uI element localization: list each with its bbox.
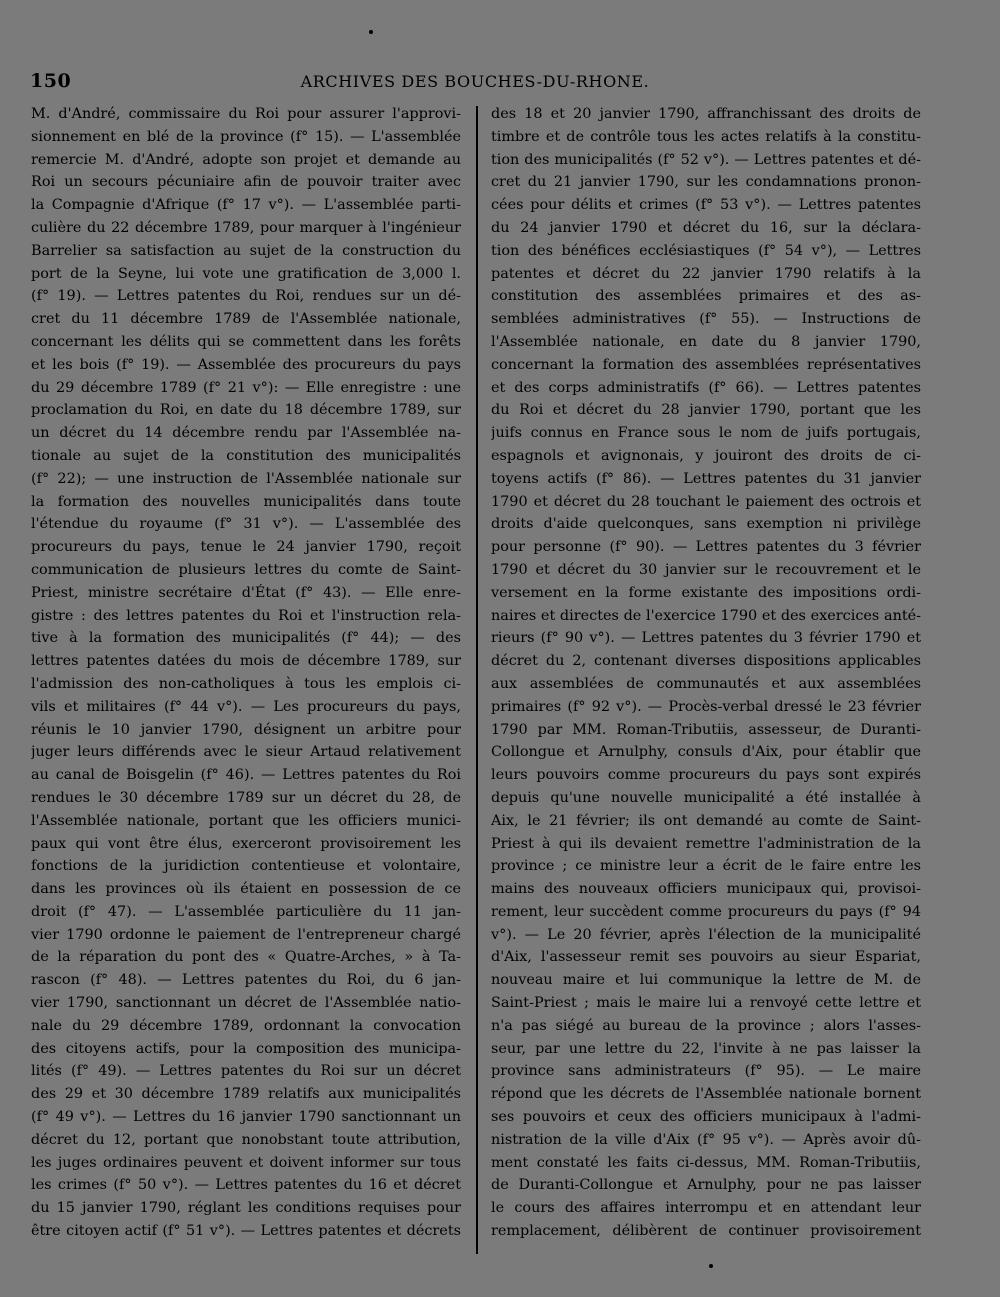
text-line: Priest à qui ils devaient remettre l'administration de la xyxy=(491,835,921,852)
text-line: mains des nouveaux officiers municipaux qui, provisoi- xyxy=(491,881,921,898)
text-line: Barrelier sa satisfaction au sujet de la construction du xyxy=(31,242,461,259)
text-line: droit (f° 47). — L'assemblée particulière du 11 jan- xyxy=(31,903,461,920)
text-line: l'admission des non-catholiques à tous les emplois ci- xyxy=(31,675,461,692)
text-line: des 29 et 30 décembre 1789 relatifs aux municipalités xyxy=(31,1086,461,1103)
text-line: les crimes (f° 50 v°). — Lettres patentes du 16 et décret xyxy=(31,1177,461,1194)
text-line: l'étendue du royaume (f° 31 v°). — L'assemblée des xyxy=(31,516,461,533)
text-line: sionnement en blé de la province (f° 15). — L'assemblée xyxy=(31,128,461,145)
text-line: nouveau maire et lui communique la lettre de M. de xyxy=(491,972,921,989)
text-line: (f° 19). — Lettres patentes du Roi, rendues sur un dé- xyxy=(31,288,461,305)
text-line: patentes et décret du 22 janvier 1790 relatifs à la xyxy=(491,265,921,282)
text-line: rement, leur succèdent comme procureurs du pays (f° 94 xyxy=(491,903,921,920)
text-line: tion des municipalités (f° 52 v°). — Lettres patentes et dé- xyxy=(491,151,921,168)
text-line: au canal de Boisgelin (f° 46). — Lettres patentes du Roi xyxy=(31,767,461,784)
right-text-column xyxy=(491,103,921,1243)
text-line: du Roi et décret du 28 janvier 1790, portant que les xyxy=(491,402,921,419)
text-line: vils et militaires (f° 44 v°). — Les procureurs du pays, xyxy=(31,698,461,715)
text-line: province ; ce ministre leur a écrit de le faire entre les xyxy=(491,858,921,875)
text-line: décret du 2, contenant diverses dispositions applicables xyxy=(491,653,921,670)
text-line: lettres patentes datées du mois de décembre 1789, sur xyxy=(31,653,461,670)
text-line: rieurs (f° 90 v°). — Lettres patentes du 3 février 1790 et xyxy=(491,630,921,647)
page-number: 150 xyxy=(30,70,72,92)
text-line: la formation des nouvelles municipalités dans toute xyxy=(31,493,461,510)
text-line: l'Assemblée nationale, portant que les officiers munici- xyxy=(31,812,461,829)
text-line: aux assemblées de communautés et aux assemblées xyxy=(491,675,921,692)
text-line: du 15 janvier 1790, réglant les conditions requises pour xyxy=(31,1200,461,1217)
text-line: 1790 par MM. Roman-Tributiis, assesseur, de Duranti- xyxy=(491,721,921,738)
text-line: ses pouvoirs et ceux des officiers municipaux à l'admi- xyxy=(491,1109,921,1126)
text-line: des citoyens actifs, pour la composition des municipa- xyxy=(31,1040,461,1057)
text-line: tionale au sujet de la constitution des municipalités xyxy=(31,447,461,464)
text-line: et des corps administratifs (f° 66). — Lettres patentes xyxy=(491,379,921,396)
text-line: vier 1790 ordonne le paiement de l'entrepreneur chargé xyxy=(31,926,461,943)
text-line: la Compagnie d'Afrique (f° 17 v°). — L'assemblée parti- xyxy=(31,197,461,214)
text-line: proclamation du Roi, en date du 18 décembre 1789, sur xyxy=(31,402,461,419)
text-line: concernant les délits qui se commettent dans les forêts xyxy=(31,333,461,350)
text-line: juifs connus en France sous le nom de juifs portugais, xyxy=(491,425,921,442)
text-line: Collongue et Arnulphy, consuls d'Aix, pour établir que xyxy=(491,744,921,761)
text-line: remercie M. d'André, adopte son projet et demande au xyxy=(31,151,461,168)
text-line: vier 1790, sanctionnant un décret de l'Assemblée natio- xyxy=(31,995,461,1012)
text-line: Priest, ministre secrétaire d'État (f° 43). — Elle enre- xyxy=(31,584,461,601)
text-line: concernant la formation des assemblées représentatives xyxy=(491,356,921,373)
text-line: remplacement, délibèrent de continuer provisoirement xyxy=(491,1223,921,1240)
text-line: pour personne (f° 90). — Lettres patentes du 3 février xyxy=(491,539,921,556)
text-line: toyens actifs (f° 86). — Lettres patentes du 31 janvier xyxy=(491,470,921,487)
text-line: gistre : des lettres patentes du Roi et l'instruction rela- xyxy=(31,607,461,624)
text-line: rendues le 30 décembre 1789 sur un décret du 28, de xyxy=(31,789,461,806)
text-line: province sans administrateurs (f° 95). — Le maire xyxy=(491,1063,921,1080)
text-line: et les bois (f° 19). — Assemblée des procureurs du pays xyxy=(31,356,461,373)
running-title: ARCHIVES DES BOUCHES-DU-RHONE. xyxy=(300,72,650,91)
text-line: ment constaté les faits ci-dessus, MM. Roman-Tributiis, xyxy=(491,1154,921,1171)
text-line: l'Assemblée nationale, en date du 8 janvier 1790, xyxy=(491,333,921,350)
text-line: culière du 22 décembre 1789, pour marquer à l'ingénieur xyxy=(31,219,461,236)
text-line: de la réparation du pont des « Quatre-Arches, » à Ta- xyxy=(31,949,461,966)
text-line: des 18 et 20 janvier 1790, affranchissant des droits de xyxy=(491,106,921,122)
text-line: droits d'aide quelconques, sans exemption ni privilège xyxy=(491,516,921,533)
text-line: (f° 22); — une instruction de l'Assemblée nationale sur xyxy=(31,470,461,487)
text-line: du 24 janvier 1790 et décret du 16, sur la déclara- xyxy=(491,219,921,236)
text-line: les juges ordinaires peuvent et doivent informer sur tous xyxy=(31,1154,461,1171)
text-line: depuis qu'une nouvelle municipalité a été installée à xyxy=(491,789,921,806)
text-line: juger leurs différends avec le sieur Artaud relativement xyxy=(31,744,461,761)
left-text-column xyxy=(31,103,461,1243)
column-divider xyxy=(476,106,478,1254)
text-line: être citoyen actif (f° 51 v°). — Lettres patentes et décrets xyxy=(31,1223,461,1240)
text-line: communication de plusieurs lettres du comte de Saint- xyxy=(31,561,461,578)
text-line: constitution des assemblées primaires et des as- xyxy=(491,288,921,305)
text-line: semblées administratives (f° 55). — Instructions de xyxy=(491,311,921,328)
text-line: répond que les décrets de l'Assemblée nationale bornent xyxy=(491,1086,921,1103)
text-line: réunis le 10 janvier 1790, désignent un arbitre pour xyxy=(31,721,461,738)
text-line: un décret du 14 décembre rendu par l'Assemblée na- xyxy=(31,425,461,442)
text-line: leurs pouvoirs comme procureurs du pays sont expirés xyxy=(491,767,921,784)
text-line: Roi un secours pécuniaire afin de pouvoir traiter avec xyxy=(31,174,461,191)
text-line: 1790 et décret du 30 janvier sur le recouvrement et le xyxy=(491,561,921,578)
text-line: Saint-Priest ; mais le maire lui a renvoyé cette lettre et xyxy=(491,995,921,1012)
text-line: versement en la forme existante des impositions ordi- xyxy=(491,584,921,601)
text-line: n'a pas siégé au bureau de la province ; alors l'asses- xyxy=(491,1017,921,1034)
text-line: cret du 11 décembre 1789 de l'Assemblée nationale, xyxy=(31,311,461,328)
text-line: de Duranti-Collongue et Arnulphy, pour ne pas laisser xyxy=(491,1177,921,1194)
ink-speck-top xyxy=(369,30,373,34)
text-line: seur, par une lettre du 22, l'invite à ne pas laisser la xyxy=(491,1040,921,1057)
text-line: rascon (f° 48). — Lettres patentes du Roi, du 6 jan- xyxy=(31,972,461,989)
text-line: tive à la formation des municipalités (f° 44); — des xyxy=(31,630,461,647)
text-line: naires et directes de l'exercice 1790 et des exercices anté- xyxy=(491,607,921,624)
text-line: dans les provinces où ils étaient en possession de ce xyxy=(31,881,461,898)
text-line: primaires (f° 92 v°). — Procès-verbal dressé le 23 février xyxy=(491,698,921,715)
page-header xyxy=(30,70,920,100)
text-line: tion des bénéfices ecclésiastiques (f° 54 v°), — Lettres xyxy=(491,242,921,259)
text-line: timbre et de contrôle tous les actes relatifs à la constitu- xyxy=(491,128,921,145)
text-line: espagnols et avignonais, y jouiront des droits de ci- xyxy=(491,447,921,464)
text-line: fonctions de la juridiction contentieuse et volontaire, xyxy=(31,858,461,875)
text-line: cées pour délits et crimes (f° 53 v°). — Lettres patentes xyxy=(491,197,921,214)
text-line: nale du 29 décembre 1789, ordonnant la convocation xyxy=(31,1017,461,1034)
text-line: le cours des affaires interrompu et en attendant leur xyxy=(491,1200,921,1217)
text-line: v°). — Le 20 février, après l'élection de la municipalité xyxy=(491,926,921,943)
text-line: port de la Seyne, lui vote une gratification de 3,000 l. xyxy=(31,265,461,282)
text-line: (f° 49 v°). — Lettres du 16 janvier 1790 sanctionnant un xyxy=(31,1109,461,1126)
ink-speck-bottom xyxy=(709,1264,713,1268)
text-line: M. d'André, commissaire du Roi pour assurer l'approvi- xyxy=(31,106,461,122)
text-line: Aix, le 21 février; ils ont demandé au comte de Saint- xyxy=(491,812,921,829)
text-line: 1790 et décret du 28 touchant le paiement des octrois et xyxy=(491,493,921,510)
text-line: d'Aix, l'assesseur remit ses pouvoirs au sieur Espariat, xyxy=(491,949,921,966)
text-line: lités (f° 49). — Lettres patentes du Roi sur un décret xyxy=(31,1063,461,1080)
text-line: nistration de la ville d'Aix (f° 95 v°). — Après avoir dû- xyxy=(491,1131,921,1148)
text-line: procureurs du pays, tenue le 24 janvier 1790, reçoit xyxy=(31,539,461,556)
text-line: du 29 décembre 1789 (f° 21 v°): — Elle enregistre : une xyxy=(31,379,461,396)
text-line: décret du 12, portant que nonobstant toute attribution, xyxy=(31,1131,461,1148)
text-line: paux qui vont être élus, exerceront provisoirement les xyxy=(31,835,461,852)
text-line: cret du 21 janvier 1790, sur les condamnations pronon- xyxy=(491,174,921,191)
